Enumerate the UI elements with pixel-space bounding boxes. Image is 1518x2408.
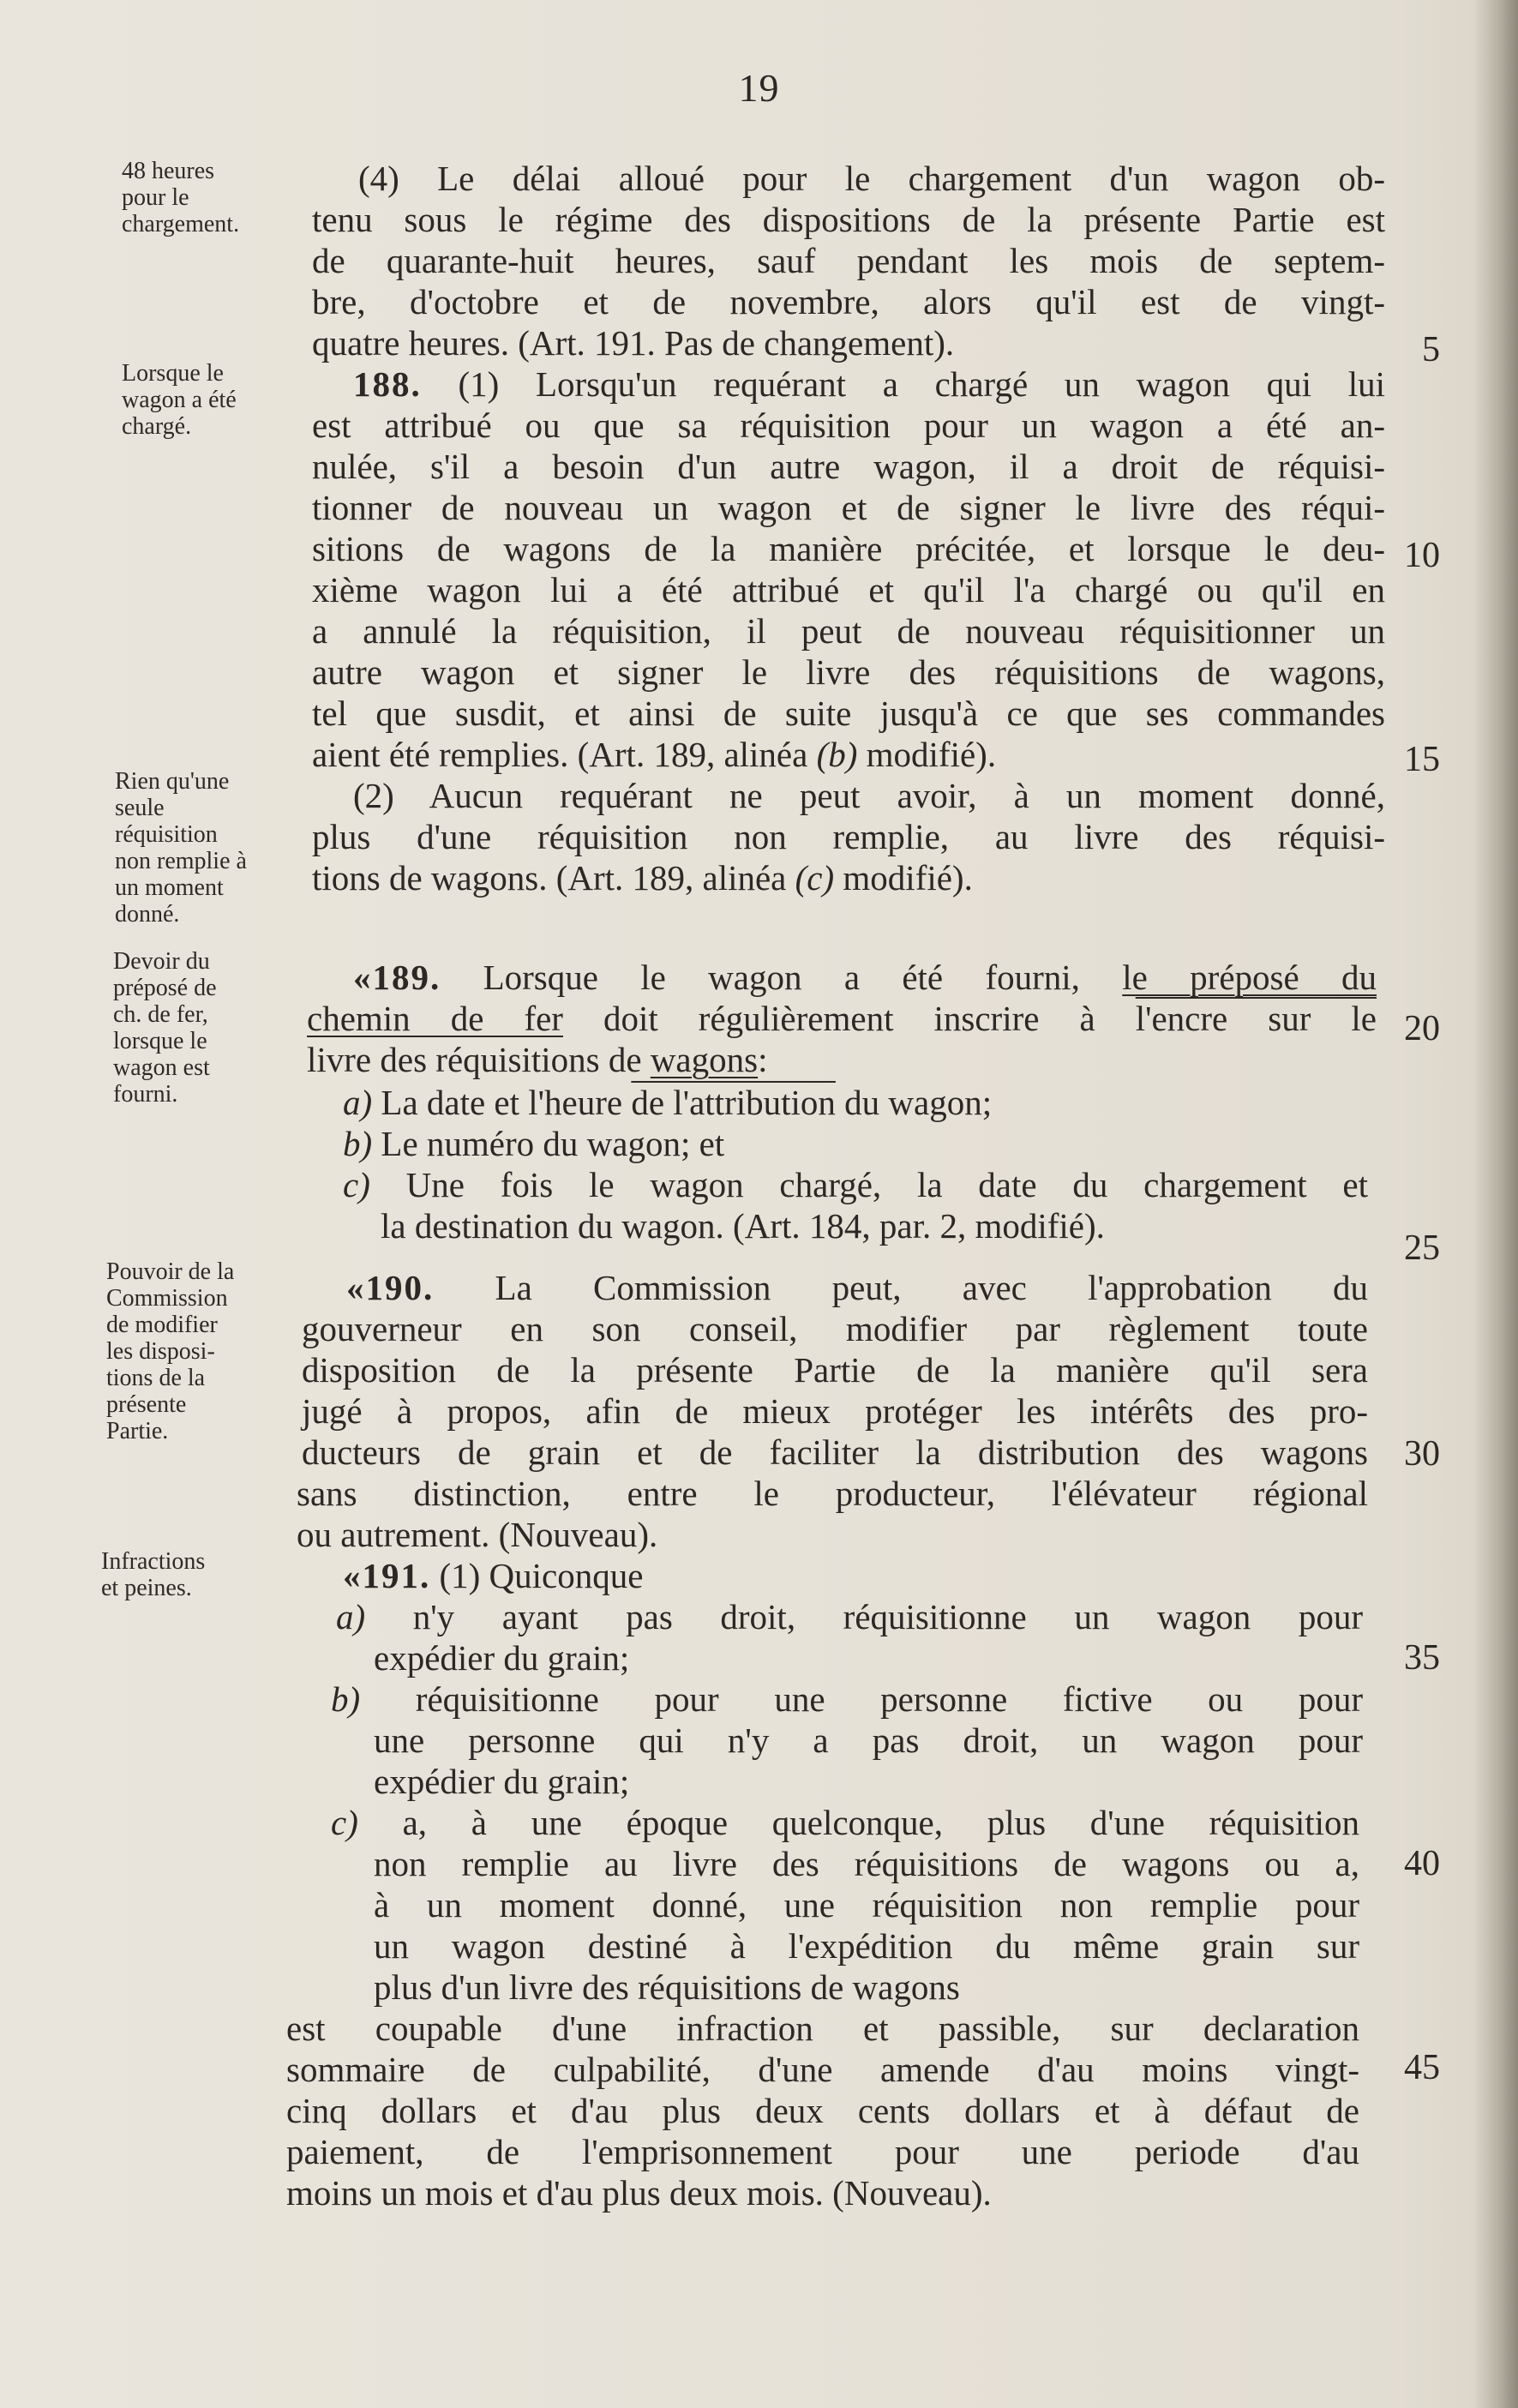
text-line: moins un mois et d'au plus deux mois. (Nouveau). (286, 2173, 992, 2213)
section-number-189: «189. (353, 958, 441, 997)
text-line: expédier du grain; (374, 1638, 630, 1678)
margin-note-wagon-charge: Lorsque le wagon a été chargé. (122, 360, 237, 440)
list-label: a) (343, 1083, 373, 1122)
text-span: modifié). (834, 858, 973, 898)
text-line: disposition de la présente Partie de la manière qu'il sera (302, 1350, 1368, 1390)
text-line: autre wagon et signer le livre des réquisitions de wagons, (312, 652, 1385, 692)
text-span: Une fois le wagon chargé, la date du chargement et (369, 1165, 1368, 1204)
text-span: réquisitionne pour une personne fictive ou pour (360, 1679, 1363, 1719)
section-number-188: 188. (353, 364, 422, 404)
text-line: ou autrement. (Nouveau). (297, 1515, 658, 1554)
text-line: paiement, de l'emprisonnement pour une periode d'au (286, 2132, 1359, 2171)
text-line: plus d'une réquisition non remplie, au livre des réquisi- (312, 817, 1385, 856)
amended-text: wagons (650, 1040, 759, 1079)
text-line: tenu sous le régime des dispositions de la présente Partie est (312, 200, 1385, 239)
list-item-a (343, 1082, 992, 1123)
text-span: tions de wagons. (Art. 189, alinéa (312, 858, 795, 898)
list-item-c (331, 1802, 1359, 1843)
text-line: la destination du wagon. (Art. 184, par. 2, modifié). (381, 1206, 1105, 1246)
text-span: livre des réquisitions de (307, 1040, 651, 1079)
text-line (307, 998, 1377, 1039)
section-191-first-line (343, 1555, 643, 1596)
section-189-first-line (353, 957, 1377, 998)
text-line: sommaire de culpabilité, d'une amende d'au moins vingt- (286, 2050, 1359, 2089)
line-number-5: 5 (1422, 330, 1440, 369)
list-label: b) (343, 1124, 373, 1163)
text-span: du wagon; (835, 1083, 993, 1122)
text-line: (4) Le délai alloué pour le chargement d'un wagon ob- (358, 159, 1385, 198)
page-edge-shadow (1473, 0, 1518, 2408)
text-span: modifié). (857, 735, 997, 774)
text-line: cinq dollars et d'au plus deux cents dollars et à défaut de (286, 2091, 1359, 2130)
text-line: xième wagon lui a été attribué et qu'il l'a chargé ou qu'il en (312, 570, 1385, 610)
text-line (312, 734, 996, 775)
text-line: tionner de nouveau un wagon et de signer le livre des réqui- (312, 488, 1385, 527)
list-item-b (331, 1678, 1363, 1720)
section-190-first-line (346, 1267, 1368, 1308)
margin-note-pouvoir-commission: Pouvoir de la Commission de modifier les disposi- tions de la présente Partie. (106, 1258, 235, 1444)
list-item-b (343, 1123, 724, 1164)
text-span: Le numéro du wagon; et (372, 1124, 725, 1163)
text-span: (1) Lorsqu'un requérant a chargé un wagon qui lui (421, 364, 1385, 404)
line-number-35: 35 (1404, 1638, 1440, 1678)
list-item-a (336, 1596, 1363, 1637)
list-label: c) (331, 1803, 358, 1842)
list-label: b) (331, 1679, 361, 1719)
line-number-15: 15 (1404, 740, 1440, 779)
text-line: expédier du grain; (374, 1762, 630, 1801)
text-line: bre, d'octobre et de novembre, alors qu'il est de vingt- (312, 282, 1385, 321)
text-line (307, 1039, 767, 1080)
amended-text: le préposé du (1122, 958, 1377, 997)
text-line: est attribué ou que sa réquisition pour un wagon a été an- (312, 405, 1385, 445)
line-number-30: 30 (1404, 1434, 1440, 1474)
text-line: a annulé la réquisition, il peut de nouveau réquisitionner un (312, 611, 1385, 651)
margin-note-seule-requisition: Rien qu'une seule réquisition non remplie à un moment donné. (115, 768, 247, 928)
text-span: aient été remplies. (Art. 189, alinéa (312, 735, 817, 774)
section-188-first-line (353, 363, 1385, 405)
margin-note-48-heures: 48 heures pour le chargement. (122, 158, 240, 237)
text-span: (1) Quiconque (430, 1556, 644, 1595)
text-line: ducteurs de grain et de faciliter la distribution des wagons (302, 1432, 1368, 1472)
text-line: nulée, s'il a besoin d'un autre wagon, il a droit de réquisi- (312, 447, 1385, 486)
list-label: c) (343, 1165, 370, 1204)
list-item-c (343, 1164, 1368, 1205)
text-span: a, à une époque quelconque, plus d'une réquisition (357, 1803, 1359, 1842)
page-number: 19 (738, 66, 780, 110)
text-line: une personne qui n'y a pas droit, un wagon pour (374, 1720, 1363, 1760)
text-span: La date et l'heure (372, 1083, 632, 1122)
alinea-ref: (c) (795, 858, 835, 898)
text-line: gouverneur en son conseil, modifier par règlement toute (302, 1309, 1368, 1348)
text-line (312, 857, 973, 898)
text-span: Lorsque le wagon a été fourni, (441, 958, 1123, 997)
section-number-190: «190. (346, 1268, 435, 1307)
text-line: (2) Aucun requérant ne peut avoir, à un moment donné, (353, 776, 1385, 815)
line-number-10: 10 (1404, 536, 1440, 575)
text-line: jugé à propos, afin de mieux protéger les intérêts des pro- (302, 1391, 1368, 1431)
text-line: tel que susdit, et ainsi de suite jusqu'à ce que ses commandes (312, 694, 1385, 733)
text-line: de quarante-huit heures, sauf pendant les mois de septem- (312, 241, 1385, 280)
text-line: sitions de wagons de la manière précitée, et lorsque le deu- (312, 529, 1385, 568)
text-line: sans distinction, entre le producteur, l'élévateur régional (297, 1474, 1368, 1513)
text-line: est coupable d'une infraction et passible, sur declaration (286, 2009, 1359, 2048)
text-line: un wagon destiné à l'expédition du même grain sur (374, 1926, 1359, 1966)
text-span: : (758, 1040, 768, 1079)
line-number-40: 40 (1404, 1844, 1440, 1883)
line-number-25: 25 (1404, 1228, 1440, 1268)
amended-text: de l'attribution (631, 1083, 836, 1122)
text-span: n'y ayant pas droit, réquisitionne un wagon pour (365, 1597, 1363, 1636)
amended-text: l'encre sur le (1135, 999, 1377, 1038)
text-line: quatre heures. (Art. 191. Pas de changement). (312, 323, 955, 363)
amended-text: chemin de fer (307, 999, 563, 1038)
text-line: non remplie au livre des réquisitions de wagons ou a, (374, 1844, 1359, 1883)
line-number-20: 20 (1404, 1009, 1440, 1048)
margin-note-devoir-prepose: Devoir du préposé de ch. de fer, lorsque le wagon est fourni. (113, 948, 217, 1108)
text-span: La Commission peut, avec l'approbation du (434, 1268, 1368, 1307)
list-label: a) (336, 1597, 366, 1636)
text-line: plus d'un livre des réquisitions de wagons (374, 1967, 960, 2007)
margin-note-infractions: Infractions et peines. (101, 1548, 206, 1601)
line-number-45: 45 (1404, 2048, 1440, 2087)
section-number-191: «191. (343, 1556, 431, 1595)
alinea-ref: (b) (816, 735, 858, 774)
text-span: doit régulièrement inscrire à (562, 999, 1136, 1038)
text-line: à un moment donné, une réquisition non remplie pour (374, 1885, 1359, 1925)
